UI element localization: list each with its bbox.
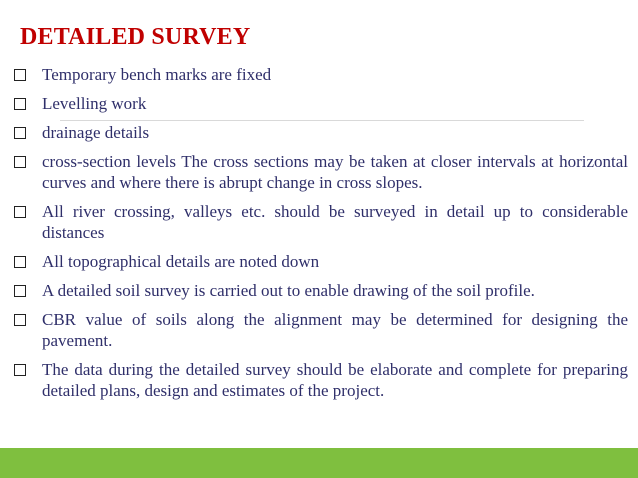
bullet-text: Temporary bench marks are fixed xyxy=(42,65,272,84)
hollow-square-icon xyxy=(14,69,26,81)
bullet-text: Levelling work xyxy=(42,94,147,113)
bullet-text: drainage details xyxy=(42,123,150,142)
bullet-item xyxy=(14,359,628,401)
bullet-item xyxy=(14,93,628,114)
hollow-square-icon xyxy=(14,364,26,376)
hollow-square-icon xyxy=(14,314,26,326)
bullet-text: cross-section levels The cross sections may be taken at closer intervals at horizontal curves and where there is abrupt change in cross slopes. xyxy=(42,152,628,192)
bullet-item xyxy=(14,64,628,85)
bullet-text: All topographical details are noted down xyxy=(42,252,320,271)
bullet-item xyxy=(14,151,628,193)
footer-band xyxy=(0,448,638,478)
bullet-text: A detailed soil survey is carried out to enable drawing of the soil profile. xyxy=(42,281,535,300)
hollow-square-icon xyxy=(14,206,26,218)
bullet-item xyxy=(14,280,628,301)
bullet-text: CBR value of soils along the alignment may be determined for designing the pavement. xyxy=(42,310,628,350)
hollow-square-icon xyxy=(14,256,26,268)
slide-title: DETAILED SURVEY xyxy=(20,24,251,50)
bullet-item xyxy=(14,201,628,243)
bullet-item xyxy=(14,251,628,272)
bullet-list xyxy=(14,64,628,409)
bullet-text: All river crossing, valleys etc. should be surveyed in detail up to considerable distances xyxy=(42,202,628,242)
hollow-square-icon xyxy=(14,127,26,139)
bullet-text: The data during the detailed survey should be elaborate and complete for preparing detailed plans, design and estimates of the project. xyxy=(42,360,628,400)
hollow-square-icon xyxy=(14,285,26,297)
hollow-square-icon xyxy=(14,98,26,110)
bullet-item xyxy=(14,122,628,143)
hollow-square-icon xyxy=(14,156,26,168)
bullet-item xyxy=(14,309,628,351)
